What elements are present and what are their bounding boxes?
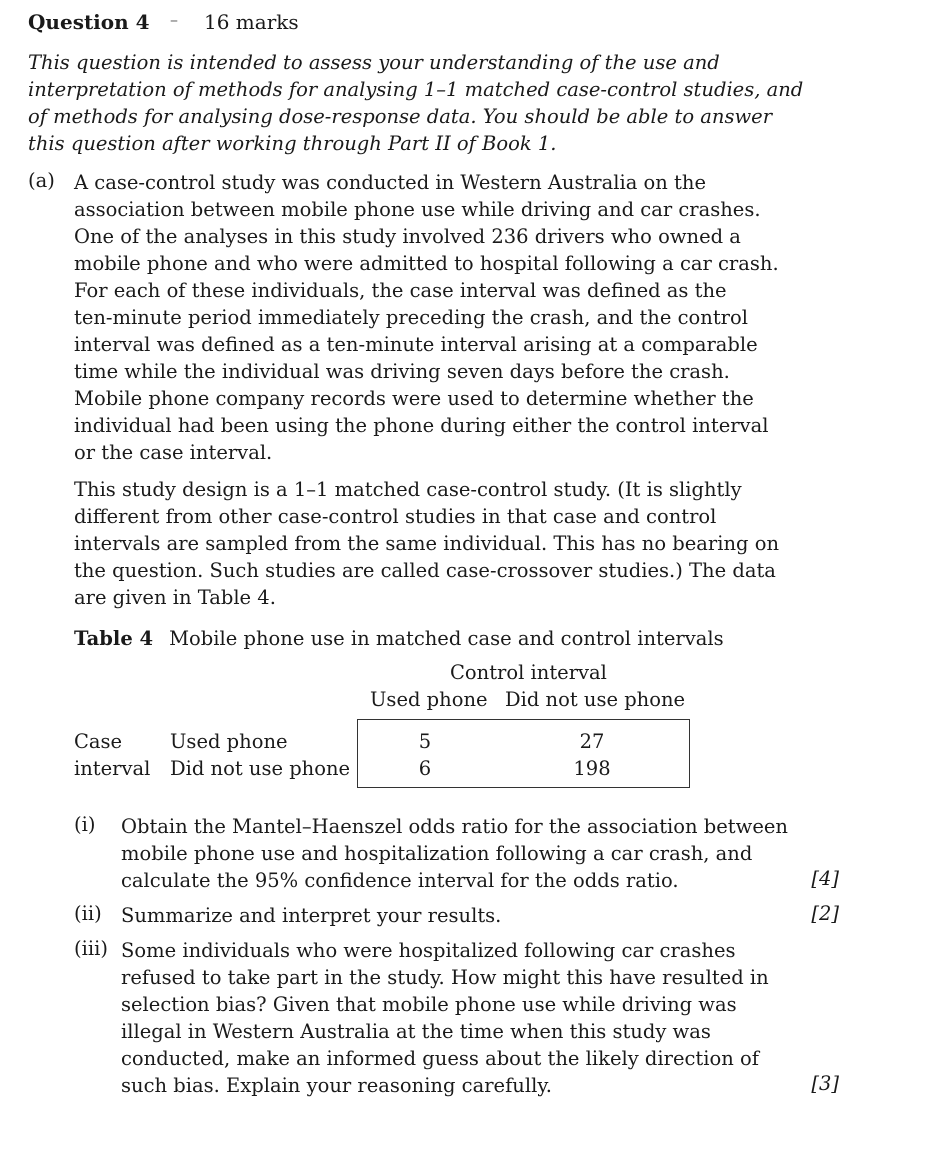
header-dash: –	[170, 10, 178, 29]
intro-line: this question after working through Part II of Book 1.	[28, 132, 557, 155]
row-header-used-phone: Used phone	[170, 730, 288, 753]
text-line: mobile phone and who were admitted to hospital following a car crash.	[74, 252, 779, 275]
part-a-paragraph-1	[74, 169, 779, 466]
intro-line: of methods for analysing dose-response data. You should be able to answer	[28, 105, 773, 128]
text-line: conducted, make an informed guess about the likely direction of	[121, 1047, 759, 1070]
table-caption-label: Table 4	[74, 627, 154, 650]
subquestion-iii-text	[121, 937, 769, 1099]
table-caption-text: Mobile phone use in matched case and control intervals	[169, 627, 724, 650]
subquestion-ii-text	[121, 902, 501, 929]
table-cell: 198	[573, 757, 611, 780]
text-line: This study design is a 1–1 matched case-control study. (It is slightly	[74, 478, 742, 501]
question-header	[28, 10, 299, 34]
text-line: calculate the 95% confidence interval for the odds ratio.	[121, 869, 679, 892]
question-title: Question 4	[28, 10, 150, 34]
subquestion-i-marks: [4]	[811, 867, 839, 890]
text-line: One of the analyses in this study involved 236 drivers who owned a	[74, 225, 741, 248]
text-line: are given in Table 4.	[74, 586, 276, 609]
question-marks: 16 marks	[204, 10, 299, 34]
text-line: illegal in Western Australia at the time when this study was	[121, 1020, 711, 1043]
text-line: selection bias? Given that mobile phone use while driving was	[121, 993, 737, 1016]
table-cell: 27	[579, 730, 605, 753]
subquestion-iii-marks: [3]	[811, 1072, 839, 1095]
column-header-did-not-use: Did not use phone	[505, 688, 686, 711]
subquestion-ii-label: (ii)	[74, 902, 102, 925]
text-line: different from other case-control studies in that case and control	[74, 505, 717, 528]
part-a-label: (a)	[28, 169, 55, 192]
row-group-label-case: Case	[74, 730, 123, 753]
text-line: Obtain the Mantel–Haenszel odds ratio for the association between	[121, 815, 788, 838]
row-header-did-not-use: Did not use phone	[170, 757, 351, 780]
subquestion-iii-label: (iii)	[74, 937, 108, 960]
column-header-used-phone: Used phone	[370, 688, 488, 711]
text-line: Summarize and interpret your results.	[121, 904, 502, 927]
part-a-paragraph-2	[74, 476, 779, 611]
text-line: interval was defined as a ten-minute interval arising at a comparable	[74, 333, 758, 356]
table-cell: 5	[418, 730, 432, 753]
intro-paragraph	[28, 49, 803, 157]
subquestion-i-text	[121, 813, 788, 894]
text-line: such bias. Explain your reasoning carefully.	[121, 1074, 552, 1097]
subquestion-ii-marks: [2]	[811, 902, 839, 925]
text-line: intervals are sampled from the same individual. This has no bearing on	[74, 532, 779, 555]
text-line: time while the individual was driving seven days before the crash.	[74, 360, 730, 383]
text-line: association between mobile phone use while driving and car crashes.	[74, 198, 761, 221]
text-line: ten-minute period immediately preceding the crash, and the control	[74, 306, 748, 329]
text-line: Mobile phone company records were used to determine whether the	[74, 387, 754, 410]
text-line: Some individuals who were hospitalized following car crashes	[121, 939, 736, 962]
table-cell: 6	[418, 757, 432, 780]
text-line: the question. Such studies are called case-crossover studies.) The data	[74, 559, 776, 582]
text-line: A case-control study was conducted in Western Australia on the	[74, 171, 706, 194]
intro-line: This question is intended to assess your understanding of the use and	[28, 51, 720, 74]
text-line: individual had been using the phone during either the control interval	[74, 414, 769, 437]
control-interval-header: Control interval	[450, 661, 607, 684]
subquestion-i-label: (i)	[74, 813, 96, 836]
text-line: mobile phone use and hospitalization following a car crash, and	[121, 842, 753, 865]
intro-line: interpretation of methods for analysing 1–1 matched case-control studies, and	[28, 78, 804, 101]
text-line: refused to take part in the study. How might this have resulted in	[121, 966, 769, 989]
text-line: or the case interval.	[74, 441, 273, 464]
table-caption	[74, 627, 724, 650]
row-group-label-interval: interval	[74, 757, 151, 780]
text-line: For each of these individuals, the case interval was defined as the	[74, 279, 727, 302]
